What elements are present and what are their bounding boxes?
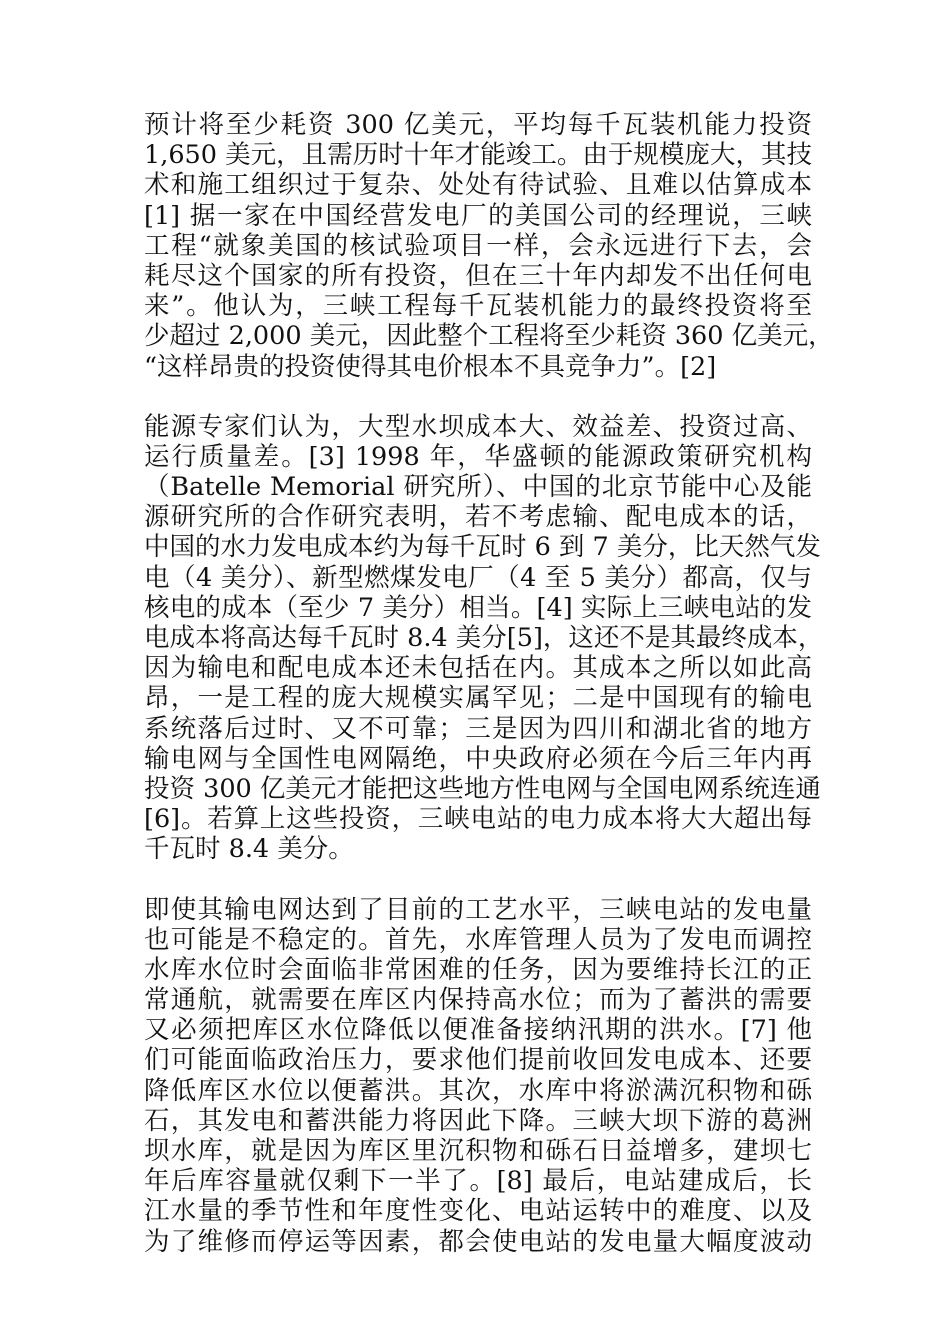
text-line: 因为输电和配电成本还未包括在内。其成本之所以如此高 xyxy=(144,653,812,684)
text-line: 系统落后过时、又不可靠；三是因为四川和湖北省的地方 xyxy=(144,713,812,744)
text-line: 1,650 美元，且需历时十年才能竣工。由于规模庞大，其技 xyxy=(144,140,812,171)
text-line: 坝水库，就是因为库区里沉积物和砾石日益增多，建坝七 xyxy=(144,1136,812,1166)
text-line: 降低库区水位以便蓄洪。其次，水库中将淤满沉积物和砾 xyxy=(144,1075,812,1106)
text-line: [6]。若算上这些投资，三峡电站的电力成本将大大超出每 xyxy=(144,804,812,835)
paragraph-2 xyxy=(144,411,824,865)
text-line: 工程“就象美国的核试验项目一样，会永远进行下去，会 xyxy=(144,230,812,261)
paragraph-1 xyxy=(144,110,834,382)
text-line: 耗尽这个国家的所有投资，但在三十年内却发不出任何电 xyxy=(144,260,812,291)
text-line: 核电的成本（至少 7 美分）相当。[4] 实际上三峡电站的发 xyxy=(144,592,812,623)
document-page xyxy=(144,110,834,1287)
text-line: 源研究所的合作研究表明，若不考虑输、配电成本的话， xyxy=(144,502,812,533)
text-line: （Batelle Memorial 研究所）、中国的北京节能中心及能 xyxy=(144,472,812,503)
text-line: 为了维修而停运等因素，都会使电站的发电量大幅度波动 xyxy=(144,1226,812,1257)
text-line: 投资 300 亿美元才能把这些地方性电网与全国电网系统连通 xyxy=(144,773,821,804)
text-line: 能源专家们认为，大型水坝成本大、效益差、投资过高、 xyxy=(144,411,812,442)
text-line: 水库水位时会面临非常困难的任务，因为要维持长江的正 xyxy=(144,954,812,985)
text-line: 昂，一是工程的庞大规模实属罕见；二是中国现有的输电 xyxy=(144,683,812,714)
text-line: 电成本将高达每千瓦时 8.4 美分[5]，这还不是其最终成本， xyxy=(144,623,824,653)
text-line: 来”。他认为，三峡工程每千瓦装机能力的最终投资将至 xyxy=(144,291,812,322)
text-line: 即使其输电网达到了目前的工艺水平，三峡电站的发电量 xyxy=(144,894,812,925)
text-line: 千瓦时 8.4 美分。 xyxy=(144,834,354,865)
text-line: 电（4 美分）、新型燃煤发电厂（4 至 5 美分）都高，仅与 xyxy=(144,562,812,593)
text-line: 们可能面临政治压力，要求他们提前收回发电成本、还要 xyxy=(144,1045,812,1076)
text-line: 少超过 2,000 美元，因此整个工程将至少耗资 360 亿美元， xyxy=(144,321,834,352)
text-line: 中国的水力发电成本约为每千瓦时 6 到 7 美分，比天然气发 xyxy=(144,532,821,563)
text-line: 石，其发电和蓄洪能力将因此下降。三峡大坝下游的葛洲 xyxy=(144,1105,812,1136)
text-line: 常通航，就需要在库区内保持高水位；而为了蓄洪的需要 xyxy=(144,985,812,1016)
text-line: 术和施工组织过于复杂、处处有待试验、且难以估算成本 xyxy=(144,170,812,201)
text-line: 运行质量差。[3] 1998 年，华盛顿的能源政策研究机构 xyxy=(144,441,812,472)
text-line: 又必须把库区水位降低以便准备接纳汛期的洪水。[7] 他 xyxy=(144,1015,812,1046)
paragraph-3 xyxy=(144,895,812,1257)
text-line: 输电网与全国性电网隔绝，中央政府必须在今后三年内再 xyxy=(144,743,812,774)
text-line: 也可能是不稳定的。首先，水库管理人员为了发电而调控 xyxy=(144,924,812,955)
text-line: 江水量的季节性和年度性变化、电站运转中的难度、以及 xyxy=(144,1196,812,1227)
text-line: 年后库容量就仅剩下一半了。[8] 最后，电站建成后，长 xyxy=(144,1166,812,1197)
text-line: “这样昂贵的投资使得其电价根本不具竞争力”。[2] xyxy=(144,351,717,382)
text-line: [1] 据一家在中国经营发电厂的美国公司的经理说，三峡 xyxy=(144,200,812,231)
text-line: 预计将至少耗资 300 亿美元，平均每千瓦装机能力投资 xyxy=(144,110,812,140)
